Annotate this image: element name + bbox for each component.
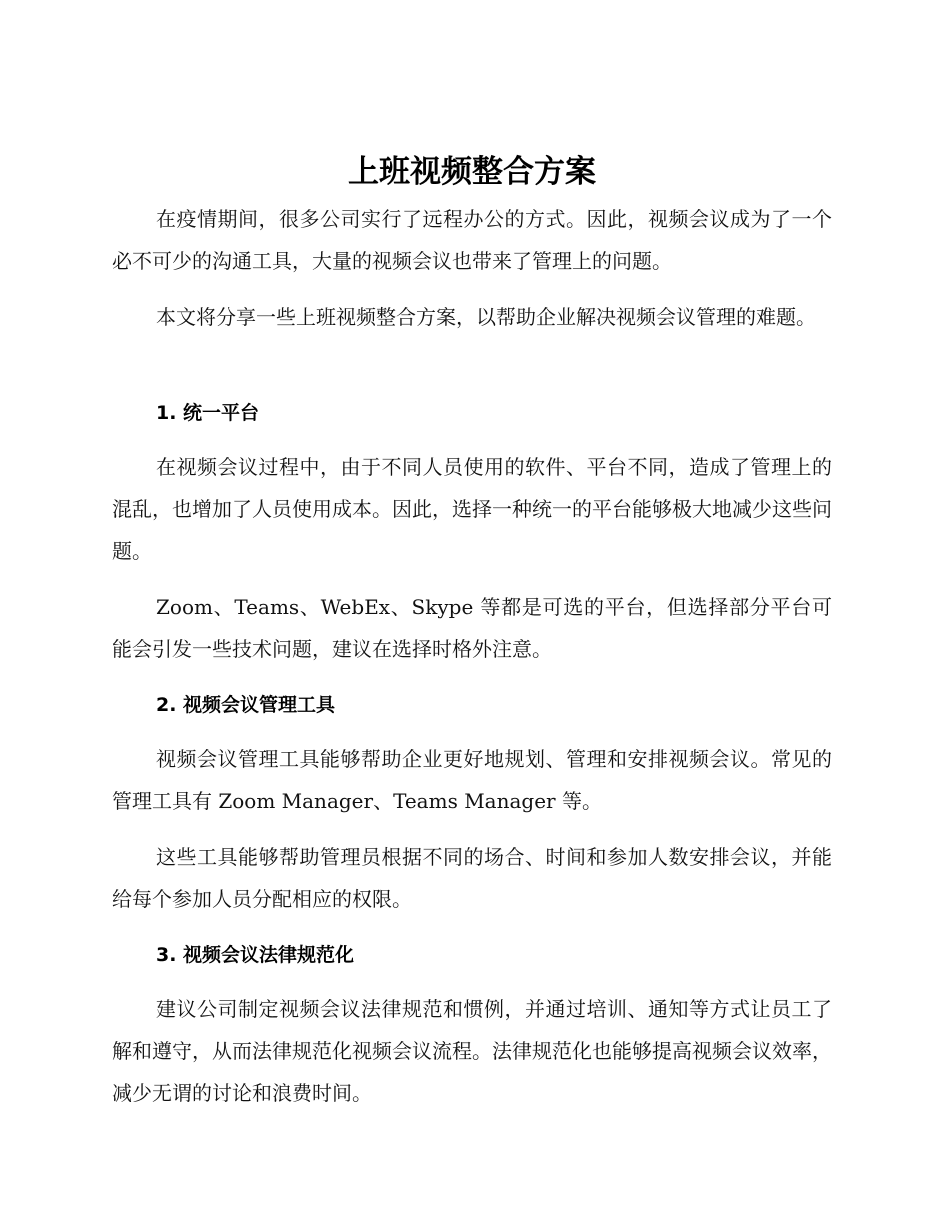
section-3-paragraph-1: 建议公司制定视频会议法律规范和惯例，并通过培训、通知等方式让员工了解和遵守，从而法律规范化视频会议流程。法律规范化也能够提高视频会议效率，减少无谓的讨论和浪费时间。	[112, 997, 832, 1105]
section-2-paragraph-2: 这些工具能够帮助管理员根据不同的场合、时间和参加人数安排会议，并能给每个参加人员分配相应的权限。	[112, 845, 832, 911]
document-title: 上班视频整合方案	[348, 154, 596, 190]
intro-paragraph-1: 在疫情期间，很多公司实行了远程办公的方式。因此，视频会议成为了一个必不可少的沟通工具，大量的视频会议也带来了管理上的问题。	[112, 207, 832, 273]
section-1-paragraph-1: 在视频会议过程中，由于不同人员使用的软件、平台不同，造成了管理上的混乱，也增加了人员使用成本。因此，选择一种统一的平台能够极大地减少这些问题。	[112, 455, 832, 563]
section-heading-2: 2. 视频会议管理工具	[156, 694, 336, 716]
section-2-paragraph-1: 视频会议管理工具能够帮助企业更好地规划、管理和安排视频会议。常见的管理工具有 Zoom Manager、Teams Manager 等。	[112, 747, 832, 813]
section-heading-1: 1. 统一平台	[156, 402, 260, 424]
section-1-paragraph-2: Zoom、Teams、WebEx、Skype 等都是可选的平台，但选择部分平台可能会引发一些技术问题，建议在选择时格外注意。	[112, 595, 832, 661]
intro-paragraph-2: 本文将分享一些上班视频整合方案，以帮助企业解决视频会议管理的难题。	[156, 305, 816, 329]
document-page	[112, 0, 832, 1230]
section-heading-3: 3. 视频会议法律规范化	[156, 944, 355, 966]
